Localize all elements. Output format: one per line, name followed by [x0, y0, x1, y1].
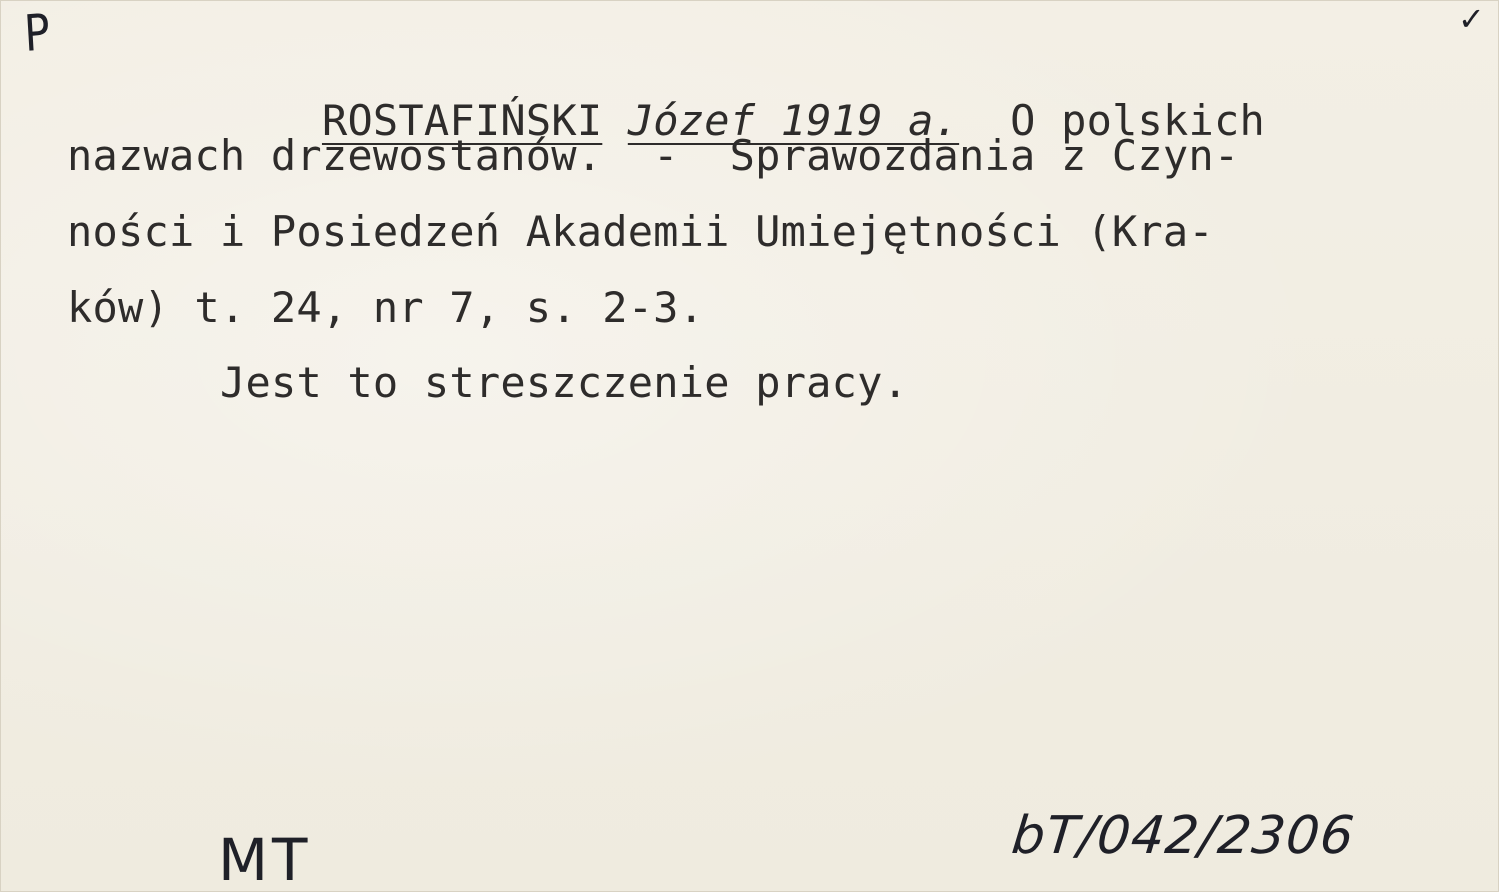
title-start: O polskich: [1010, 96, 1265, 145]
text-line-1: nazwach drzewostanów. - Sprawozdania z Czyn-: [67, 131, 1240, 180]
text-line-2: ności i Posiedzeń Akademii Umiejętności (Kra-: [67, 207, 1214, 256]
corner-mark: P: [22, 3, 52, 63]
check-mark: ✓: [1458, 0, 1485, 38]
initials: MT: [218, 826, 312, 892]
text-line-4: Jest to streszczenie pracy.: [220, 358, 909, 407]
catalog-number: bT/042/2306: [1008, 806, 1358, 866]
text-line-3: ków) t. 24, nr 7, s. 2-3.: [67, 283, 705, 332]
author-name-year: Józef 1919 a.: [627, 96, 960, 145]
author-surname: ROSTAFIŃSKI: [321, 96, 603, 145]
